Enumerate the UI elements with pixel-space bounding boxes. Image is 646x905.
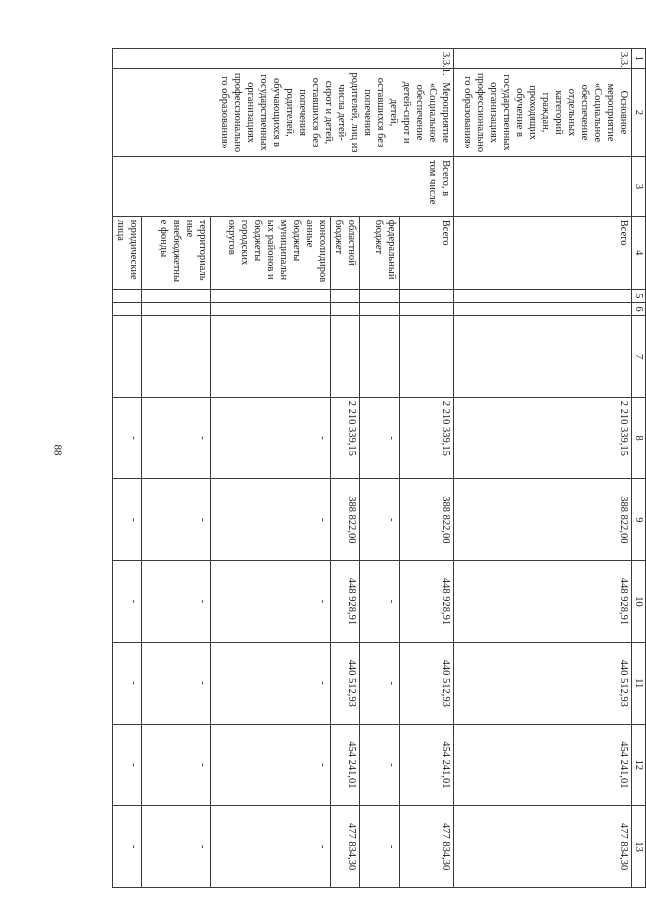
cell-13: 477 834,30 [331, 806, 360, 888]
cell-5 [360, 289, 400, 302]
cell-12: 454 241,01 [454, 724, 632, 806]
col-num-10: 10 [632, 561, 646, 643]
cell-7 [454, 316, 632, 398]
cell-12: 454 241,01 [400, 724, 454, 806]
cell-6 [400, 302, 454, 315]
cell-10: 448 928,91 [331, 561, 360, 643]
cell-5 [142, 289, 211, 302]
cell-8: 2 210 339,15 [331, 397, 360, 479]
row-source: федеральный бюджет [360, 216, 400, 289]
cell-9: - [113, 479, 142, 561]
cell-12: - [360, 724, 400, 806]
table-row [400, 49, 454, 888]
cell-12: - [113, 724, 142, 806]
cell-8: 2 210 339,15 [400, 397, 454, 479]
cell-13: 477 834,30 [454, 806, 632, 888]
row-source: юридические лица [113, 216, 142, 289]
row-source: областной бюджет [331, 216, 360, 289]
cell-8: - [211, 397, 331, 479]
row-source: Всего [454, 216, 632, 289]
col-num-7: 7 [632, 316, 646, 398]
col-num-2: 2 [632, 68, 646, 156]
cell-10: 448 928,91 [400, 561, 454, 643]
col-num-3: 3 [632, 157, 646, 217]
col-num-4: 4 [632, 216, 646, 289]
cell-11: - [142, 642, 211, 724]
cell-11: 440 512,93 [454, 642, 632, 724]
cell-6 [142, 302, 211, 315]
cell-7 [142, 316, 211, 398]
cell-10: - [113, 561, 142, 643]
row-name: Основное мероприятие «Социальное обеспечение отдельных категорий граждан, проходящих обучение в государственных организациях профессионального образования» [454, 68, 632, 156]
cell-9: 388 822,00 [400, 479, 454, 561]
row-name: Мероприятие «Социальное обеспечение детей-сирот и детей, оставшихся без попечения родителей, лиц из числа детей-сирот и детей, оставшихся без попечения родителей, обучающихся в государственных организациях профессионального образования» [113, 68, 454, 156]
cell-11: - [211, 642, 331, 724]
cell-13: - [211, 806, 331, 888]
cell-9: - [360, 479, 400, 561]
row-source: консолидированные бюджеты муниципальных районов и бюджеты городских округов [211, 216, 331, 289]
cell-11: - [360, 642, 400, 724]
column-number-row [632, 49, 646, 888]
row-responsible [454, 157, 632, 217]
cell-9: - [142, 479, 211, 561]
cell-12: - [142, 724, 211, 806]
cell-10: - [360, 561, 400, 643]
cell-11: - [113, 642, 142, 724]
cell-10: - [142, 561, 211, 643]
cell-8: - [142, 397, 211, 479]
cell-6 [360, 302, 400, 315]
row-responsible: Всего, в том числе [113, 157, 454, 217]
cell-8: 2 210 339,15 [454, 397, 632, 479]
cell-7 [400, 316, 454, 398]
cell-9: 388 822,00 [331, 479, 360, 561]
cell-6 [113, 302, 142, 315]
cell-7 [211, 316, 331, 398]
col-num-13: 13 [632, 806, 646, 888]
cell-13: - [142, 806, 211, 888]
col-num-9: 9 [632, 479, 646, 561]
table-row [454, 49, 632, 888]
cell-9: - [211, 479, 331, 561]
cell-10: 448 928,91 [454, 561, 632, 643]
budget-table [112, 48, 646, 888]
cell-5 [331, 289, 360, 302]
cell-6 [211, 302, 331, 315]
rotated-table-wrapper [111, 48, 646, 888]
cell-9: 388 822,00 [454, 479, 632, 561]
row-number: 3.3.1. [113, 49, 454, 69]
cell-11: 440 512,93 [331, 642, 360, 724]
cell-5 [454, 289, 632, 302]
cell-8: - [113, 397, 142, 479]
col-num-5: 5 [632, 289, 646, 302]
page-number: 88 [51, 444, 64, 456]
cell-5 [400, 289, 454, 302]
cell-6 [454, 302, 632, 315]
cell-11: 440 512,93 [400, 642, 454, 724]
cell-13: 477 834,30 [400, 806, 454, 888]
cell-12: 454 241,01 [331, 724, 360, 806]
col-num-6: 6 [632, 302, 646, 315]
cell-13: - [360, 806, 400, 888]
row-source: Всего [400, 216, 454, 289]
cell-12: - [211, 724, 331, 806]
cell-5 [211, 289, 331, 302]
col-num-8: 8 [632, 397, 646, 479]
cell-8: - [360, 397, 400, 479]
cell-13: - [113, 806, 142, 888]
cell-6 [331, 302, 360, 315]
col-num-1: 1 [632, 49, 646, 69]
cell-7 [360, 316, 400, 398]
cell-7 [113, 316, 142, 398]
cell-7 [331, 316, 360, 398]
col-num-11: 11 [632, 642, 646, 724]
col-num-12: 12 [632, 724, 646, 806]
row-source: территориальные внебюджетные фонды [142, 216, 211, 289]
cell-5 [113, 289, 142, 302]
cell-10: - [211, 561, 331, 643]
row-number: 3.3. [454, 49, 632, 69]
